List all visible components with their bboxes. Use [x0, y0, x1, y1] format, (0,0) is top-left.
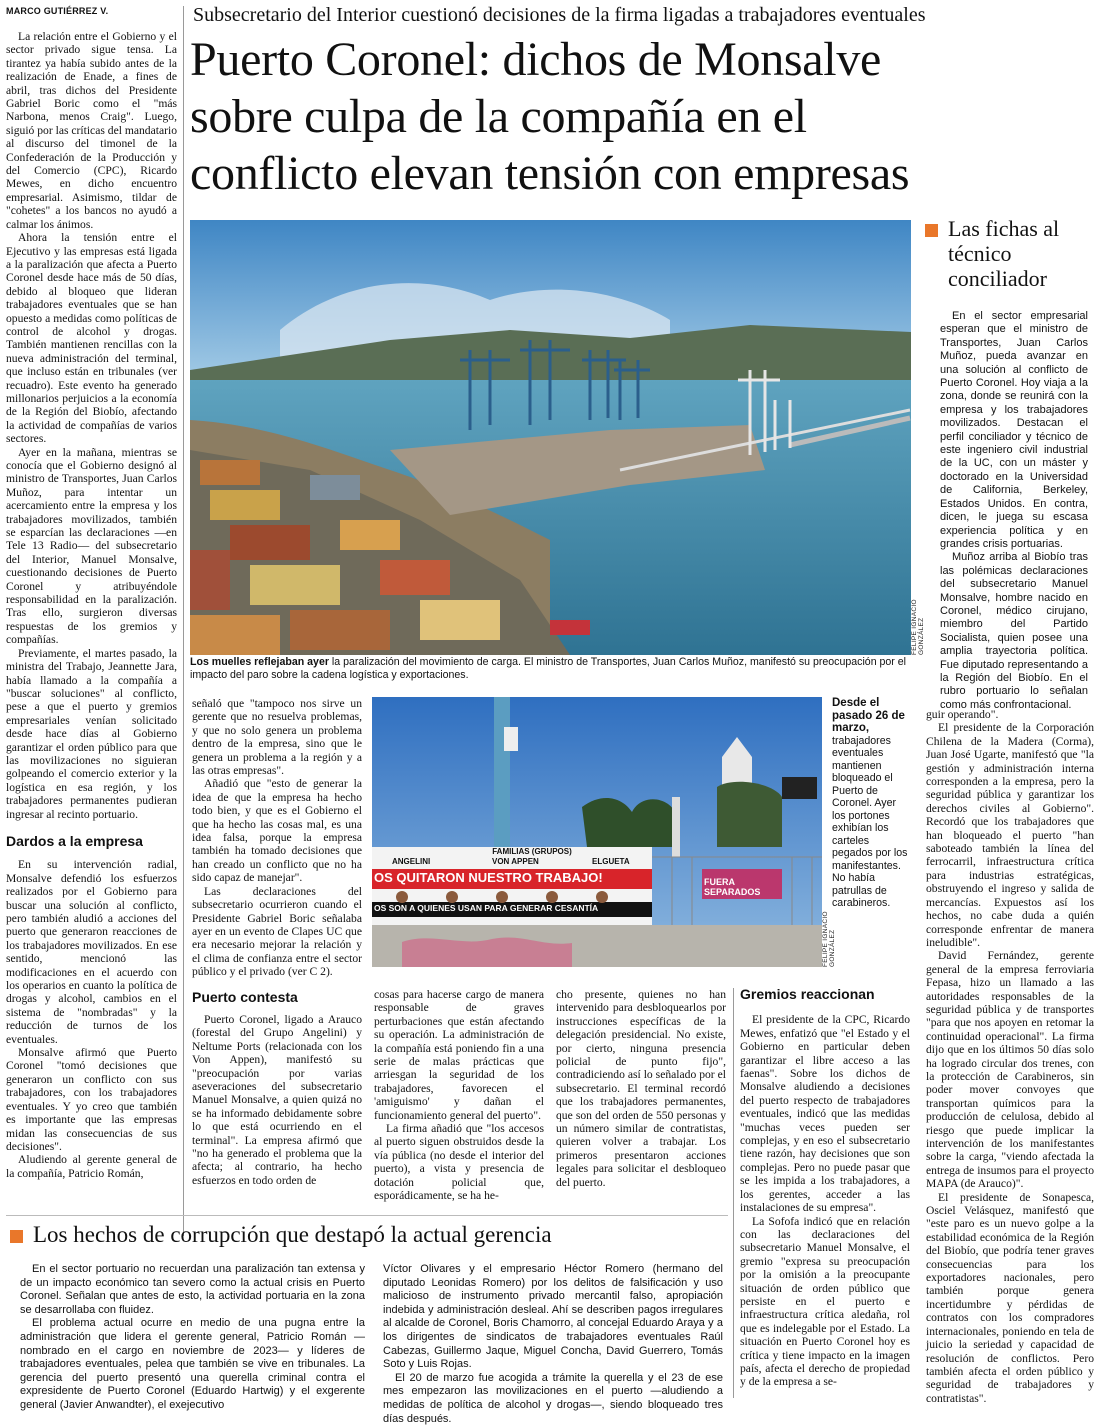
caption-bold: Los muelles reflejaban ayer: [190, 656, 329, 668]
paragraph: Aludiendo al gerente general de la compañía, Patricio Román,: [6, 1153, 177, 1180]
paragraph: cosas para hacerse cargo de manera responsable de graves perturbaciones que están afectando su operación. La administración de la compañía está poniendo fin a una serie de malas prácticas que arriesgan la seguridad de los trabajadores, favorecen el 'amiguismo' y dañan el funcionamiento general del puerto".: [374, 988, 544, 1122]
gate-photo-illustration: [372, 697, 822, 967]
banner-main: OS QUITARON NUESTRO TRABAJO!: [374, 870, 603, 885]
paragraph: Previamente, el martes pasado, la ministra del Trabajo, Jeannette Jara, había llamado a la compañía a "buscar soluciones" al conflicto, pese a que el puerto y gremios empresariales venían solicitado desde hace días al Gobierno garantizar el orden público para que las movilizaciones no siguieran golpeando el comercio exterior y la logística en esa región, y los trabajadores permanentes pudieran ingresar al recinto portuario.: [6, 646, 177, 821]
paragraph: La relación entre el Gobierno y el sector privado sigue tensa. La tirantez ya había subido antes de la realización de Enade, a fines de abril, tras dichos del Presidente Gabriel Boric como el "más Narbona, menos Craig". Luego, siguió por las críticas del mandatario al discurso del timonel de la Confederación de la Producción y del Comercio (CPC), Ricardo Mewes, en dicho encuentro empresarial. Asimismo, tildar de "cohetes" a los bancos no ayudó a calmar los ánimos.: [6, 30, 177, 231]
paragraph: Víctor Olivares y el empresario Héctor Romero (hermano del diputado Leonidas Romero) por los delitos de falsificación y uso malicioso de instrumento privado mercantil falso, apropiación indebida y administración desleal. Ahí se describen pagos irregulares al alcalde de Coronel, Boris Chamorro, al concejal Eduardo Araya y a los dirigentes de sindicatos de trabajadores eventuales Raúl Cabezas, Guillermo Jaque, Miguel Concha, David Guerrero, Tomás Soto y Luis Rojas.: [383, 1263, 723, 1371]
paragraph: Ahora la tensión entre el Ejecutivo y las empresas está ligada a la paralización que afecta a Puerto Coronel desde hace más de 50 días, debido al bloqueo que lideran trabajadores eventuales que se han opuesto a medidas como políticas de control de alcohol y drogas. También mantienen rencillas con la nueva administración del terminal, que incluso están en tribunales (ver recuadro). Este evento ha generado millonarios perjuicios a la economía de la Región del Biobío, afectando la actividad de compañías de varios sectores.: [6, 231, 177, 446]
paragraph: El presidente de la CPC, Ricardo Mewes, enfatizó que "el Estado y el Gobierno en particular deben garantizar el libre acceso a las faenas". Sobre los dichos de Monsalve aludiendo a decisiones del puerto respecto de trabajadores eventuales, indicó que las medidas "muchas veces pueden ser complejas, y en eso el subsecretario tiene razón, hay decisiones que son complejas. Pero no puede pasar que se les impida a los trabajadores, a los gerentes, acceder a las instalaciones de su empresa".: [740, 1013, 910, 1215]
square-bullet-icon: [10, 1230, 23, 1243]
column-rule: [733, 988, 734, 1398]
subhead-gremios: Gremios reaccionan: [740, 986, 875, 1002]
photo-credit: FELIPE IGNACIO GONZÁLEZ: [822, 911, 836, 967]
byline: MARCO GUTIÉRREZ V.: [6, 6, 109, 16]
square-bullet-icon: [925, 224, 938, 237]
paragraph: David Fernández, gerente general de la empresa ferroviaria Fepasa, hizo un llamado a las autoridades responsables de la seguridad pública y de transportes "para que nos apoyen en retomar la continuidad operacional". La firma dijo que en los últimos 50 días solo ha logrado circular dos trenes, con la protección de Carabineros, sin poder mover convoyes que transportan químicos para la producción de celulosa, debido al riesgo que puede implicar la intervención de los manifestantes sobre la carga, "viendo afectada la entrega de insumos para el proyecto MAPA (de Arauco)".: [926, 949, 1094, 1191]
headline: [190, 31, 1095, 202]
paragraph: Puerto Coronel, ligado a Arauco (forestal del Grupo Angelini) y Neltume Ports (relacionada con los Von Appen), manifestó su "preocupación por varias aseveraciones del subsecretario Manuel Monsalve, a quien quizá no se ha informado debidamente sobre lo que está ocurriendo en el terminal". La empresa afirmó que "no ha generado el problema que la afecta; al contrario, ha hecho esfuerzos en todo orden de: [192, 1012, 362, 1187]
box-title-text: Los hechos de corrupción que destapó la actual gerencia: [33, 1222, 552, 1247]
port-photo-illustration: [190, 220, 911, 655]
paragraph: El presidente de Sonapesca, Osciel Velásquez, manifestó que "este paro es un nuevo golpe a la estabilidad económica de la Región del Biobío, que podría tener graves consecuencias para los exportadores nacionales, pero también porque genera incertidumbre y pérdidas de contratos con los compradores internacionales, poniendo en tela de juicio la seriedad y capacidad de resolución de conflictos. Pero también afecta el orden público y seguridad de trabajadores y contratistas".: [926, 1190, 1094, 1405]
gate-photo: [372, 697, 822, 967]
box-column-2: [383, 1263, 723, 1426]
paragraph: Monsalve afirmó que Puerto Coronel "tomó decisiones que generaron un conflicto con sus trabajadores, con los trabajadores eventuales. Y yo creo que también es importante que las empresas midan las consecuencias de sus decisiones".: [6, 1046, 177, 1153]
paragraph: guir operando".: [926, 708, 999, 721]
paragraph: cho presente, quienes no han intervenido para desbloquearlos por instrucciones específicas de la delegación presidencial. No existe, por cierto, ninguna presencia policial de punto fijo", contradiciendo así lo señalado por el subsecretario. El terminal recordó que los trabajadores permanentes, que son del orden de 550 personas y un número similar de contratistas, quieren volver a trabajar. Los primeros presentaron acciones legales para solicitar el desbloqueo del puerto.: [556, 988, 726, 1189]
sidebar-title-line-1: Las fichas al: [948, 216, 1060, 241]
sidebar-title: [925, 216, 1095, 291]
headline-line-2: sobre culpa de la compañía en el: [190, 90, 807, 143]
paragraph: En su intervención radial, Monsalve defendió los esfuerzos realizados por el Gobierno para buscar una solución al conflicto, pero también aludió a acciones del puerto que generaron reacciones de los trabajadores movilizados. En ese sentido, mencionó las modificaciones en el acuerdo con los operarios en cuanto la política de drogas y alcohol, cambios en el sistema de "nombradas" y la reducción de turnos de los eventuales.: [6, 858, 177, 1046]
article-column-1: [6, 30, 177, 1180]
box-title: [10, 1222, 730, 1248]
paragraph: En el sector portuario no recuerdan una paralización tan extensa y de un impacto económico tan severo como la actual crisis en Puerto Coronel. Señalan que antes de esto, la actividad portuaria en la zona se desarrollaba con fluidez.: [20, 1263, 365, 1316]
paragraph: Añadió que "esto de generar la idea de que la empresa ha hecho todo bien, y que es el Gobierno el que ha hecho las cosas mal, es una idea falsa, porque la empresa también ha tomado decisiones que han creado un conflicto que no ha sido capaz de manejar".: [192, 777, 362, 885]
banner-name-3: ELGUETA: [592, 857, 630, 866]
paragraph: Ayer en la mañana, mientras se conocía que el Gobierno designó al ministro de Transportes, Juan Carlos Muñoz, para intentar un acercamiento entre la empresa y los trabajadores movilizados, también se esparcían las declaraciones —en Tele 13 Radio— del subsecretario del Interior, Manuel Monsalve, cuestionando decisiones de Puerto Coronel y atribuyéndole responsabilidad en la paralización. Tras ello, surgieron diversas respuestas de los gremios y compañías.: [6, 445, 177, 647]
box-column-1: [20, 1263, 365, 1413]
caption-text: la paralización del movimiento de carga. El ministro de Transportes, Juan Carlos Muñoz, manifestó su preocupación por el impacto del paro sobre la cadena logística y exportaciones.: [190, 656, 907, 681]
subhead-puerto-contesta: Puerto contesta: [192, 988, 298, 1005]
banner-red: FUERA SEPARADOS: [704, 877, 761, 897]
caption-text: trabajadores eventuales mantienen bloqueado el Puerto de Coronel. Ayer los portones exhibían los carteles pegados por los manifestantes. No había patrullas de carabineros.: [832, 734, 908, 909]
paragraph: El problema actual ocurre en medio de una pugna entre la administración que lidera el gerente general, Patricio Román —nombrado en el cargo en noviembre de 2023— y líderes de trabajadores eventuales, pelea que también se vive en tribunales. La gerencia del puerto presentó una querella criminal contra el expresidente de Puerto Coronel (Eduardo Hartwig) y el exgerente general (Javier Anwandter), el exejecutivo: [20, 1317, 365, 1411]
paragraph: Las declaraciones del subsecretario ocurrieron cuando el Presidente Gabriel Boric señalaba ayer en un evento de Clapes UC que era necesario mejorar la relación y el clima de confianza entre el sector público y el privado (ver C 2).: [192, 884, 362, 979]
photo-credit: FELIPE IGNACIO GONZÁLEZ: [911, 599, 925, 655]
gate-caption: [832, 697, 912, 910]
box-rule: [6, 1215, 728, 1216]
banner-bottom: OS SON A QUIENES USAN PARA GENERAR CESANTÍA: [374, 903, 599, 913]
sidebar-title-line-2: técnico: [948, 241, 1012, 266]
caption-bold: Desde el pasado 26 de marzo,: [832, 697, 905, 734]
subhead-dardos: Dardos a la empresa: [6, 832, 143, 849]
article-column-3: [374, 988, 544, 1203]
kicker: Subsecretario del Interior cuestionó decisiones de la firma ligadas a trabajadores eventuales: [193, 4, 926, 26]
article-column-4: [556, 988, 726, 1189]
article-column-2: [192, 697, 362, 1187]
paragraph: Muñoz arriba al Biobío tras las polémicas declaraciones del subsecretario Manuel Monsalve, hombre nacido en Coronel, médico cirujano, miembro del Partido Socialista, quien posee una amplia trayectoria política. Fue diputado representando a la Región del Biobío. En el rubro portuario lo señalan como más confrontacional.: [940, 551, 1088, 711]
banner-top: FAMILIAS (GRUPOS): [492, 847, 572, 856]
paragraph: En el sector empresarial esperan que el ministro de Transportes, Juan Carlos Muñoz, pueda avanzar en una solución al conflicto de Puerto Coronel. Hoy viaja a la zona, donde se reunirá con la empresa y los trabajadores movilizados. Destacan el perfil conciliador y técnico de este ingeniero civil industrial de la UC, con un máster y doctorado en la Universidad de California, Berkeley, Estados Unidos. En contra, dicen, le juega su escasa experiencia política y en grandes crisis portuarias.: [940, 310, 1088, 550]
photo-caption: [190, 656, 910, 681]
column-rule: [183, 6, 184, 1236]
banner-name-2: VON APPEN: [492, 857, 539, 866]
port-photo: [190, 220, 911, 655]
banner-name-1: ANGELINI: [392, 857, 431, 866]
paragraph: señaló que "tampoco nos sirve un gerente que no resuelva problemas, y que no solo genera un problema dentro de la empresa, sino que le genera un problema a la región y a las otras empresas".: [192, 697, 362, 778]
article-column-6: [926, 708, 1094, 1405]
paragraph: La Sofofa indicó que en relación con las declaraciones del subsecretario Manuel Monsalve, el gremio "expresa su preocupación por la omisión a la preocupante situación de orden público que persiste en el puerto e infraestructura crítica aledaña, rol que es indelegable por el Estado. La situación en Puerto Coronel hoy es crítica y tiene impacto en la imagen país, afecta el derecho de propiedad y de la empresa a se-: [740, 1214, 910, 1389]
paragraph: La firma añadió que "los accesos al puerto siguen obstruidos desde la vía pública (no desde el interior del puerto), a vista y presencia de dotación policial que, esporádicamente, se ha he-: [374, 1122, 544, 1203]
paragraph: El 20 de marzo fue acogida a trámite la querella y el 23 de ese mes empezaron las movilizaciones en el puerto —aludiendo a medidas de política de alcohol y drogas—, siendo bloqueado tres días después.: [383, 1371, 723, 1425]
article-column-5: [740, 988, 910, 1389]
headline-line-1: Puerto Coronel: dichos de Monsalve: [190, 33, 882, 86]
sidebar-body: [940, 310, 1088, 712]
paragraph: El presidente de la Corporación Chilena de la Madera (Corma), Juan José Ugarte, manifestó que "la gestión y administración interna corresponden a la empresa, pero la seguridad pública y garantizar los derechos civiles al Gobierno". Recordó que los trabajadores que han bloqueado el puerto "han saboteado también la línea del ferrocarril, infraestructura crítica para industrias estratégicas, obstruyendo el ingreso y salida de mercancías. Expuestos así los hechos, no cabe duda a quién corresponde enfrentar de manera ineludible".: [926, 721, 1094, 949]
sidebar-title-line-3: conciliador: [948, 266, 1047, 291]
headline-line-3: conflicto elevan tensión con empresas: [190, 147, 910, 200]
